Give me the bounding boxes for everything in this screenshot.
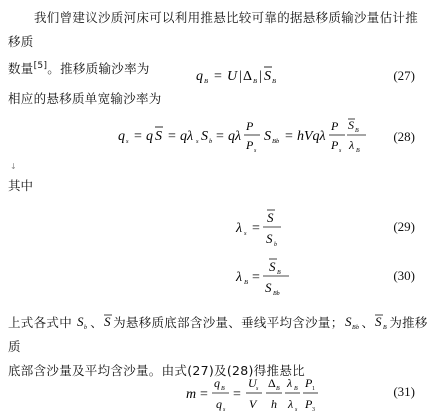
svg-text:b: b <box>274 242 277 248</box>
svg-text:S: S <box>266 231 273 246</box>
svg-text:=: = <box>214 69 222 84</box>
svg-text:s: s <box>223 407 226 413</box>
svg-text:P: P <box>246 138 254 152</box>
svg-text:B: B <box>276 386 280 392</box>
svg-text:=: = <box>134 129 142 144</box>
paragraph-2: 相应的悬移质单宽输沙率为 <box>8 91 162 106</box>
svg-text:λ: λ <box>349 138 355 152</box>
svg-text:B: B <box>204 78 208 85</box>
svg-text:S: S <box>155 129 162 144</box>
svg-text:B: B <box>272 78 276 85</box>
equation-29-number: (29) <box>393 219 415 234</box>
equation-28 <box>0 115 433 165</box>
svg-text:b: b <box>84 325 88 330</box>
symbol-SBb <box>344 314 362 330</box>
svg-text:s: s <box>339 148 342 154</box>
svg-text:s: s <box>254 148 257 154</box>
equation-29 <box>0 205 433 253</box>
svg-text:q: q <box>196 69 203 84</box>
svg-text:|: | <box>239 69 242 84</box>
svg-text:s: s <box>295 407 298 413</box>
svg-text:S: S <box>344 314 352 329</box>
svg-text:S: S <box>104 314 111 329</box>
svg-text:S: S <box>265 280 272 295</box>
symbol-SbarB <box>374 314 389 330</box>
svg-text:hVqλ: hVqλ <box>297 129 326 144</box>
para3-line2: 底部含沙量及平均含沙量。由式(27)及(28)得推悬比 <box>8 363 305 378</box>
svg-text:S: S <box>348 118 354 132</box>
svg-text:P: P <box>331 138 339 152</box>
svg-text:=: = <box>252 221 260 236</box>
citation-ref: [5] <box>33 61 48 71</box>
svg-text:Δ: Δ <box>268 376 276 390</box>
svg-text:S: S <box>77 314 85 329</box>
svg-text:B: B <box>356 148 360 154</box>
equation-28-formula <box>0 115 433 165</box>
para3-line1-c: 为悬移质底部含沙量、垂线平均含沙量； <box>113 315 344 330</box>
svg-text:B: B <box>383 325 388 330</box>
equation-31-formula <box>0 372 433 418</box>
stray-mark: ↓ <box>10 162 17 171</box>
svg-text:S: S <box>264 69 271 84</box>
equation-31-number: (31) <box>393 384 415 399</box>
svg-text:=: = <box>168 129 176 144</box>
svg-text:S: S <box>264 129 271 144</box>
symbol-Sb <box>76 314 90 330</box>
svg-text:qλ: qλ <box>180 129 194 144</box>
svg-text:P: P <box>246 119 254 133</box>
equation-27-number: (27) <box>393 68 415 83</box>
svg-text:Δ: Δ <box>243 69 253 84</box>
svg-text:Bb: Bb <box>351 325 359 330</box>
svg-text:=: = <box>233 387 241 402</box>
svg-text:q: q <box>146 129 153 144</box>
svg-text:h: h <box>271 397 277 411</box>
svg-text:s: s <box>244 230 247 237</box>
svg-text:B: B <box>294 386 298 392</box>
svg-text:λ: λ <box>287 376 293 390</box>
intro-line1: 我们曾建议沙质河床可以利用推悬比较可靠的据悬移质输沙量估计推移质 <box>8 10 419 49</box>
svg-text:U: U <box>248 376 257 390</box>
equation-30 <box>0 254 433 302</box>
qizhong-label: 其中 <box>8 178 34 193</box>
para3-line1-a: 上式各式中 <box>8 315 73 330</box>
intro-line2-pre: 数量 <box>8 61 34 77</box>
svg-text:q: q <box>214 376 220 390</box>
svg-text:λ: λ <box>236 270 243 285</box>
svg-text:s: s <box>196 138 199 145</box>
svg-text:P: P <box>305 376 313 390</box>
svg-text:|: | <box>259 69 262 84</box>
svg-text:S: S <box>269 259 276 274</box>
svg-text:=: = <box>252 270 260 285</box>
svg-text:b: b <box>209 138 213 145</box>
svg-text:S: S <box>375 314 383 329</box>
svg-text:B: B <box>355 128 359 134</box>
svg-text:S: S <box>201 129 208 144</box>
para3-line1-e: 为推移质 <box>8 315 428 354</box>
svg-text:=: = <box>216 129 224 144</box>
equation-31 <box>0 372 433 418</box>
svg-text:B: B <box>221 386 225 392</box>
svg-text:Bb: Bb <box>272 138 280 145</box>
para3-line1-d: 、 <box>361 315 375 330</box>
svg-text:V: V <box>249 397 257 411</box>
equation-30-number: (30) <box>393 268 415 283</box>
para3-line1-b: 、 <box>90 315 104 330</box>
symbol-Sbar <box>103 314 113 330</box>
svg-text:1: 1 <box>312 386 315 392</box>
svg-text:=: = <box>200 387 208 402</box>
svg-text:q: q <box>216 397 222 411</box>
equation-29-formula <box>0 205 433 253</box>
svg-text:P: P <box>331 119 339 133</box>
svg-text:3: 3 <box>312 407 315 413</box>
svg-text:λ: λ <box>236 221 243 236</box>
svg-text:m: m <box>186 387 197 402</box>
svg-text:U: U <box>227 69 238 84</box>
svg-text:=: = <box>285 129 293 144</box>
svg-text:P: P <box>305 397 313 411</box>
svg-text:B: B <box>277 270 281 276</box>
svg-text:Bb: Bb <box>273 291 280 297</box>
svg-text:S: S <box>267 210 274 225</box>
svg-text:s: s <box>126 138 129 145</box>
svg-text:q: q <box>118 129 125 144</box>
svg-text:B: B <box>244 279 248 286</box>
equation-28-number: (28) <box>393 129 415 144</box>
svg-text:λ: λ <box>288 397 294 411</box>
equation-30-formula <box>0 254 433 302</box>
svg-text:s: s <box>256 386 259 392</box>
svg-text:B: B <box>253 78 257 85</box>
svg-text:qλ: qλ <box>228 129 242 144</box>
intro-line2-post: 。推移质输沙率为 <box>47 61 150 77</box>
